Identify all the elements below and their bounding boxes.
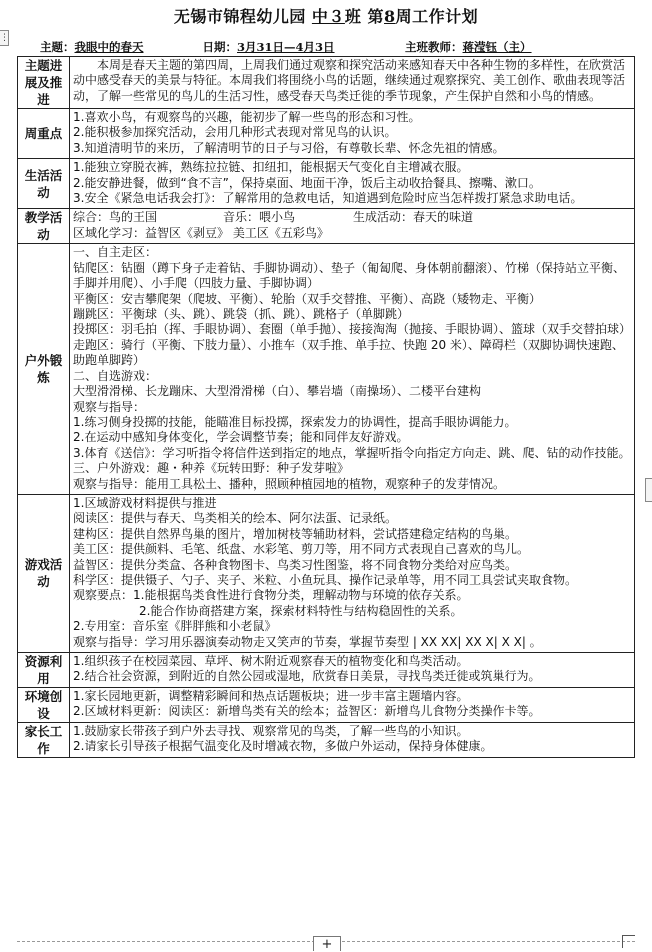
outdoor-item: 平衡区：安吉攀爬架（爬坡、平衡）、轮胎（双手交替推、平衡）、高跷（矮物走、平衡） — [73, 291, 542, 306]
games-item: 科学区：提供镊子、勺子、夹子、米粒、小鱼玩具、操作记录单等，用不同工具尝试夹取食物。 — [73, 572, 578, 587]
parents-item: 1.鼓励家长带孩子到户外去寻找、观察常见的鸟类，了解一些鸟的小知识。 — [73, 724, 469, 738]
row-environment — [18, 688, 635, 723]
week-prefix: 第 — [367, 7, 385, 26]
collapse-icon: ⋮ — [0, 33, 9, 43]
content-parents — [70, 723, 635, 758]
week-suffix: 周工作计划 — [395, 7, 479, 26]
date-value: 3月31日—4月3日 — [237, 40, 335, 54]
content-theme-progress — [70, 57, 635, 109]
games-item: 益智区：提供分类盒、各种食物图卡、鸟类习性图鉴，将不同食物分类给对应鸟类。 — [73, 557, 518, 572]
outdoor-item: 大型滑滑梯、长龙蹦床、大型滑滑梯（白）、攀岩墙（南操场）、二楼平台建构 — [73, 384, 482, 399]
teaching-line-2: 区域化学习：益智区《剥豆》 美工区《五彩鸟》 — [73, 225, 329, 240]
label-weekly-focus: 周重点 — [18, 109, 70, 159]
resources-item: 1.组织孩子在校园菜园、草坪、树木附近观察春天的植物变化和鸟类活动。 — [73, 654, 469, 668]
row-theme-progress — [18, 57, 635, 109]
games-item: 观察要点：1.能根据鸟类食性进行食物分类，理解动物与环境的依存关系。 — [73, 588, 469, 603]
outdoor-item: 一、自主走区： — [73, 245, 158, 260]
focus-item: 1.喜欢小鸟，有观察鸟的兴趣，能初步了解一些鸟的形态和习性。 — [73, 110, 421, 124]
teaching-item: 生成活动：春天的味道 — [353, 210, 474, 225]
outdoor-item: 观察与指导： — [73, 399, 146, 414]
environment-item: 1.家长园地更新，调整精彩瞬间和热点话题板块；进一步丰富主题墙内容。 — [73, 689, 469, 703]
theme-value: 我眼中的春天 — [74, 40, 144, 54]
teaching-item: 音乐：喂小鸟 — [223, 210, 296, 225]
row-parents — [18, 723, 635, 758]
focus-item: 2.能积极参加探究活动，会用几种形式表现对常见鸟的认识。 — [73, 125, 397, 140]
row-teaching — [18, 209, 635, 244]
outdoor-item: 二、自选游戏： — [73, 368, 158, 383]
row-games — [18, 494, 635, 652]
teacher-value: 蒋滢钰（主） — [462, 40, 532, 54]
content-outdoor — [70, 244, 635, 495]
label-teaching: 教学活动 — [18, 209, 70, 244]
theme-label: 主题： — [40, 40, 75, 54]
table-resize-corner[interactable] — [622, 935, 635, 948]
kindergarten-name: 无锡市锦程幼儿园 — [173, 7, 306, 26]
outdoor-item: 三、户外游戏：趣・种养《玩转田野：种子发芽啦》 — [73, 461, 350, 476]
week-number: 8 — [384, 7, 396, 26]
teacher-label: 主班教师： — [405, 40, 463, 54]
content-games — [70, 494, 635, 652]
label-parents: 家长工作 — [18, 723, 70, 758]
class-name: 中３ — [311, 7, 345, 26]
content-teaching — [70, 209, 635, 244]
class-suffix: 班 — [344, 7, 362, 26]
content-resources — [70, 653, 635, 688]
label-theme-progress: 主题进展及推进 — [18, 57, 70, 109]
row-resources — [18, 653, 635, 688]
games-item: 观察与指导：学习用乐器演奏动物走又笑声的节奏，掌握节奏型 | XX XX| XX X| X X| 。 — [73, 634, 542, 649]
add-row-button[interactable] — [313, 936, 341, 951]
games-item: 2.专用室：音乐室《胖胖熊和小老鼠》 — [73, 619, 277, 634]
outdoor-item: 蹦跳区：平衡球（头、跳）、跳袋（抓、跳）、跳格子（单脚跳） — [73, 307, 410, 322]
outdoor-item: 钻爬区：钻圈（蹲下身子走着钻、手脚协调动）、垫子（匍匐爬、身体朝前翻滚）、竹梯（保持站立平衡、手脚并用爬）、小手爬（四肢力量、手脚协调） — [73, 260, 626, 291]
row-outdoor — [18, 244, 635, 495]
label-daily-life: 生活活动 — [18, 159, 70, 209]
label-games: 游戏活动 — [18, 494, 70, 652]
outdoor-item: 投掷区：羽毛拍（挥、手眼协调）、套圈（单手抛）、接接淘淘（抛接、手眼协调）、篮球（双手交替拍球） — [73, 322, 632, 337]
environment-item: 2.区域材料更新：阅读区：新增鸟类有关的绘本；益智区：新增鸟儿食物分类操作卡等。 — [73, 704, 541, 719]
label-outdoor: 户外锻炼 — [18, 244, 70, 495]
outdoor-item: 走跑区：骑行（平衡、下肢力量）、小推车（双手推、单手拉、快跑 20 米）、障碍栏（双脚协调快速跑、助跑单脚跨） — [73, 337, 624, 368]
page-title — [0, 6, 652, 28]
life-item: 3.安全《紧急电话我会打》：了解常用的急救电话，知道遇到危险时应当怎样拨打紧急求助电话。 — [73, 191, 583, 206]
games-item: 1.区域游戏材料提供与推进 — [73, 495, 217, 510]
outdoor-item: 2.在运动中感知身体变化，学会调整节奏；能和同伴友好游戏。 — [73, 430, 409, 445]
content-weekly-focus — [70, 109, 635, 159]
outdoor-item: 1.练习侧身投掷的技能，能瞄准目标投掷，探索发力的协调性，提高手眼协调能力。 — [73, 414, 517, 429]
plan-info-line — [40, 38, 640, 56]
games-item: 美工区：提供颜料、毛笔、纸盘、水彩笔、剪刀等，用不同方式表现自己喜欢的鸟儿。 — [73, 542, 530, 557]
date-label: 日期： — [202, 40, 238, 54]
weekly-plan-table — [17, 56, 635, 758]
life-item: 1.能独立穿脱衣裤，熟练拉拉链、扣纽扣，能根据天气变化自主增减衣服。 — [73, 160, 469, 175]
life-item: 2.能安静进餐，做到“食不言”，保持桌面、地面干净，饭后主动收拾餐具、擦嘴、漱口。 — [73, 175, 541, 190]
games-item: 阅读区：提供与春天、鸟类相关的绘本、阿尔法蛋、记录纸。 — [73, 511, 398, 526]
resources-item: 2.结合社会资源，到附近的自然公园或湿地，欣赏春日美景，寻找鸟类迁徙或筑巢行为。 — [73, 669, 541, 684]
focus-item: 3.知道清明节的来历，了解清明节的日子与习俗，有尊敬长辈、怀念先祖的情感。 — [73, 140, 505, 155]
side-resize-handle[interactable] — [645, 478, 652, 502]
outdoor-item: 3.体育《送信》：学习听指令将信件送到指定的地点，掌握听指令向指定方向走、跳、爬、钻的动作技能。 — [73, 445, 631, 460]
teaching-item: 综合：鸟的王国 — [73, 210, 158, 225]
content-environment — [70, 688, 635, 723]
games-item: 2.能合作协商搭建方案，探索材料特性与结构稳固性的关系。 — [139, 603, 463, 618]
label-resources: 资源利用 — [18, 653, 70, 688]
teaching-line-1 — [73, 210, 631, 225]
row-weekly-focus — [18, 109, 635, 159]
outdoor-item: 观察与指导：能用工具松土、播种，照顾种植园地的植物，观察种子的发芽情况。 — [73, 476, 506, 491]
content-daily-life — [70, 159, 635, 209]
games-item: 建构区：提供自然界鸟巢的图片，增加树枝等辅助材料，尝试搭建稳定结构的鸟巢。 — [73, 526, 518, 541]
side-collapse-tab[interactable] — [0, 30, 9, 46]
parents-item: 2.请家长引导孩子根据气温变化及时增减衣物，多做户外运动，保持身体健康。 — [73, 739, 493, 754]
row-daily-life — [18, 159, 635, 209]
theme-progress-text: 本周是春天主题的第四周，上周我们通过观察和探究活动来感知春天中各种生物的多样性，在欣赏活动中感受春天的美景与特征。本周我们将围绕小鸟的话题，继续通过观察探究、美工创作、歌曲表现等活动，了解一些常见的鸟儿的生活习性，感受春天鸟类迁徙的季节现象，产生保护自然和小鸟的情感。 — [73, 58, 626, 103]
plus-icon: + — [321, 937, 333, 952]
label-environment: 环境创设 — [18, 688, 70, 723]
